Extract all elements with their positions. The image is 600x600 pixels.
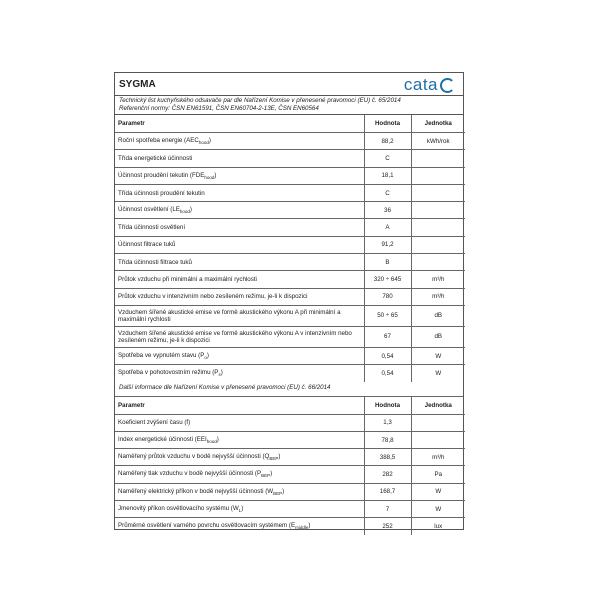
table-row	[115, 347, 465, 364]
unit-cell: lux	[411, 518, 465, 535]
value-cell: 67	[364, 326, 411, 347]
value-cell: 50 ÷ 65	[364, 305, 411, 326]
parameter-cell: Vzduchem šířené akustické emise ve formě akustického výkonu A při minimální a maximální rychlosti	[115, 305, 364, 326]
parameter-cell: Třída účinnosti osvětlení	[115, 219, 364, 236]
value-cell: 388,5	[364, 449, 411, 466]
value-cell: 36	[364, 202, 411, 219]
additional-info-note: Další informace dle Nařízení Komise v přenesené pravomoci (EU) č. 66/2014	[115, 382, 463, 397]
value-cell: 282	[364, 466, 411, 483]
sheet-header	[115, 73, 463, 96]
unit-cell	[411, 202, 465, 219]
value-cell: 1,3	[364, 414, 411, 431]
value-cell: 7	[364, 501, 411, 518]
parameter-cell: Průměrné osvětlení varného povrchu osvětlovacím systémem $(E_{middle})$	[118, 522, 311, 531]
parameter-cell: Roční spotřeba energie $(AEC_{hood})$	[115, 133, 364, 150]
unit-cell	[411, 150, 465, 167]
value-cell: C	[364, 184, 411, 201]
parameter-cell: Účinnost filtrace tuků	[115, 236, 364, 253]
value-cell: 780	[364, 288, 411, 305]
table-row	[115, 365, 465, 382]
unit-cell	[411, 414, 465, 431]
table-row	[115, 184, 465, 201]
header-unit: Jednotka	[411, 115, 465, 133]
table-row	[115, 449, 465, 466]
value-cell: 320 ÷ 645	[364, 271, 411, 288]
note-line: Technický list kuchyňského odsavače par dle Nařízení Komise v přenesené pravomoci (EU) č. 65/2014	[119, 97, 401, 104]
parameter-cell: Účinnost proudění tekutin $(FDE_{hood})$	[115, 167, 364, 184]
unit-cell	[411, 219, 465, 236]
table-row	[115, 167, 465, 184]
parameter-cell: Třída energetické účinnosti	[115, 150, 364, 167]
table-row	[115, 236, 465, 253]
note-line: Referenční normy: ČSN EN61591, ČSN EN60704-2-13E, ČSN EN60564	[119, 105, 319, 112]
parameter-cell: Vzduchem šířené akustické emise ve formě akustického výkonu A v intenzivním nebo zesíleném režimu, je-li k dispozici	[115, 326, 364, 347]
table-header	[115, 115, 465, 133]
parameter-cell: Třída účinnosti proudění tekutin	[115, 184, 364, 201]
table-row	[115, 202, 465, 219]
table-row	[115, 271, 465, 288]
value-cell: 88,2	[364, 133, 411, 150]
parameter-cell: Index energetické účinnosti $(EEI_{hood})$	[115, 431, 364, 448]
table-row	[115, 501, 465, 518]
header-parameter: Parametr	[115, 115, 364, 133]
table-row	[115, 150, 465, 167]
parameter-cell: Spotřeba ve vypnutém stavu $(P_o)$	[115, 347, 364, 364]
parameter-cell: Průtok vzduchu při minimální a maximální rychlosti	[115, 271, 364, 288]
data-sheet	[114, 72, 464, 530]
table-row	[115, 414, 465, 431]
table-row	[115, 219, 465, 236]
table-row	[115, 133, 465, 150]
logo-text: cata	[403, 75, 438, 94]
logo-swirl-icon	[440, 78, 455, 93]
table-row	[115, 254, 465, 271]
parameter-cell: Naměřený tlak vzduchu v bodě nejvyšší účinnosti $(P_{BEP})$	[115, 466, 364, 483]
unit-cell: W	[411, 483, 465, 500]
table-header	[115, 397, 465, 415]
unit-cell: W	[411, 347, 465, 364]
table-row	[115, 288, 465, 305]
unit-cell: m³/h	[411, 288, 465, 305]
unit-cell: m³/h	[411, 449, 465, 466]
value-cell: 0,54	[364, 365, 411, 382]
header-parameter: Parametr	[115, 397, 364, 415]
table-row	[115, 518, 465, 535]
parameter-cell: Průtok vzduchu v intenzivním nebo zesíleném režimu, je-li k dispozici	[115, 288, 364, 305]
table-row	[115, 483, 465, 500]
value-cell: 0,54	[364, 347, 411, 364]
unit-cell	[411, 236, 465, 253]
energy-table	[115, 115, 465, 382]
parameter-cell: Jmenovitý příkon osvětlovacího systému $(W_L)$	[115, 501, 364, 518]
unit-cell: Pa	[411, 466, 465, 483]
regulation-note	[115, 96, 463, 115]
value-cell: 78,8	[364, 431, 411, 448]
value-cell: 18,1	[364, 167, 411, 184]
parameter-cell: Účinnost osvětlení $(LE_{hood})$	[115, 202, 364, 219]
additional-table	[115, 397, 465, 535]
header-value: Hodnota	[364, 397, 411, 415]
unit-cell	[411, 167, 465, 184]
value-cell: B	[364, 254, 411, 271]
unit-cell	[411, 184, 465, 201]
parameter-cell: Naměřený průtok vzduchu v bodě nejvyšší účinnosti $(Q_{BEP})$	[115, 449, 364, 466]
header-unit: Jednotka	[411, 397, 465, 415]
unit-cell: dB	[411, 305, 465, 326]
table-row	[115, 326, 465, 347]
header-value: Hodnota	[364, 115, 411, 133]
parameter-cell: Naměřený elektrický příkon v bodě nejvyšší účinnosti $(W_{BEP})$	[115, 483, 364, 500]
parameter-cell: Koeficient zvýšení času (f)	[115, 414, 364, 431]
table-row	[115, 466, 465, 483]
value-cell: 252	[364, 518, 411, 535]
product-name: SYGMA	[119, 79, 156, 90]
value-cell: C	[364, 150, 411, 167]
value-cell: 168,7	[364, 483, 411, 500]
unit-cell: m³/h	[411, 271, 465, 288]
table-row	[115, 305, 465, 326]
parameter-cell: Spotřeba v pohotovostním režimu $(P_s)$	[118, 369, 223, 378]
value-cell: A	[364, 219, 411, 236]
unit-cell	[411, 431, 465, 448]
unit-cell: kWh/rok	[411, 133, 465, 150]
unit-cell: W	[411, 365, 465, 382]
unit-cell: W	[411, 501, 465, 518]
unit-cell: dB	[411, 326, 465, 347]
table-row	[115, 431, 465, 448]
cata-logo	[404, 75, 455, 95]
parameter-cell: Třída účinnosti filtrace tuků	[115, 254, 364, 271]
unit-cell	[411, 254, 465, 271]
value-cell: 91,2	[364, 236, 411, 253]
